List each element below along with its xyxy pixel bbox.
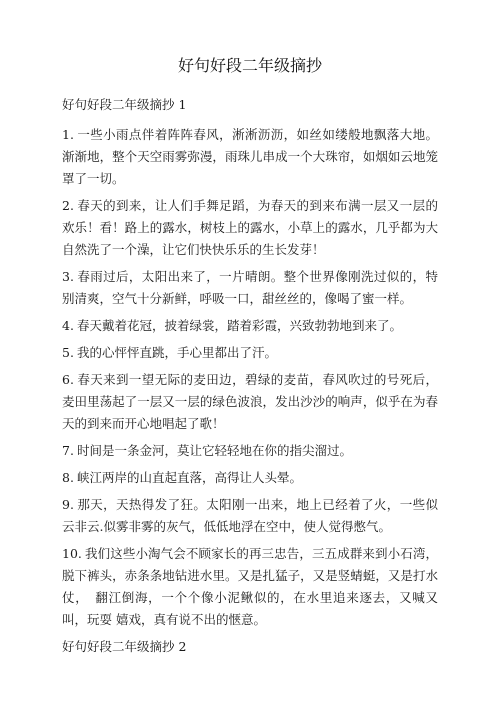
entry-text: 一些小雨点伴着阵阵春风，淅淅沥沥，如丝如缕般地飘落大地。渐渐地，整个天空雨雾弥漫，雨珠儿串成一个大珠帘，如烟如云地笼罩了一切。 xyxy=(62,127,438,186)
entry-text: 春雨过后，太阳出来了，一片晴朗。整个世界像刚洗过似的，特别清爽，空气十分新鲜，呼吸一口，甜丝丝的，像喝了蜜一样。 xyxy=(62,269,438,306)
entry-text: 我的心怦怦直跳，手心里都出了汗。 xyxy=(76,345,277,360)
entry-item xyxy=(62,369,438,435)
entry-item xyxy=(62,124,438,190)
entry-number: 7. xyxy=(62,443,74,458)
entry-number: 1. xyxy=(62,127,74,142)
entry-number: 8. xyxy=(62,470,74,485)
entry-text: 春天戴着花冠，披着绿裳，踏着彩霞，兴致勃勃地到来了。 xyxy=(76,318,402,333)
section-heading-2: 好句好段二年级摘抄 2 xyxy=(62,639,187,654)
entry-item xyxy=(62,467,438,489)
entry-list xyxy=(62,124,438,631)
entry-number: 5. xyxy=(62,345,74,360)
entry-item xyxy=(62,195,438,261)
entry-number: 3. xyxy=(62,269,74,284)
entry-text: 时间是一条金河，莫让它轻轻地在你的指尖溜过。 xyxy=(76,443,352,458)
entry-text: 春天来到一望无际的麦田边，碧绿的麦苗，春风吹过的号死后，麦田里荡起了一层又一层的绿色波浪，发出沙沙的响声，似乎在为春天的到来而开心地唱起了歌！ xyxy=(62,372,438,431)
entry-number: 9. xyxy=(62,497,74,512)
entry-text: 峡江两岸的山直起直落，高得让人头晕。 xyxy=(76,470,302,485)
section-heading-1: 好句好段二年级摘抄 1 xyxy=(62,97,187,112)
entry-number: 10. xyxy=(62,546,82,561)
entry-item xyxy=(62,543,438,631)
entry-number: 4. xyxy=(62,318,74,333)
entry-number: 6. xyxy=(62,372,74,387)
entry-item xyxy=(62,494,438,538)
entry-text: 春天的到来，让人们手舞足蹈，为春天的到来布满一层又一层的欢乐！看！路上的露水，树枝上的露水，小草上的露水，几乎都为大自然洗了一个澡，让它们快快乐乐的生长发芽！ xyxy=(62,198,438,257)
entry-text: 我们这些小淘气会不顾家长的再三忠告，三五成群来到小石湾，脱下裤头，赤条条地钻进水里。又是扎猛子，又是竖蜻蜓，又是打水仗， 翻江倒海，一个个像小泥鳅似的，在水里追来逐去，又喊又叫，玩耍 嬉戏，真有说不出的惬意。 xyxy=(62,546,438,627)
entry-item xyxy=(62,266,438,310)
entry-item xyxy=(62,315,438,337)
entry-item xyxy=(62,440,438,462)
entry-text: 那天，天热得发了狂。太阳刚一出来，地上已经着了火，一些似云非云.似雾非雾的灰气，低低地浮在空中，使人觉得憋气。 xyxy=(62,497,438,534)
entry-number: 2. xyxy=(62,198,74,213)
entry-item xyxy=(62,342,438,364)
document-title: 好句好段二年级摘抄 xyxy=(177,56,322,75)
